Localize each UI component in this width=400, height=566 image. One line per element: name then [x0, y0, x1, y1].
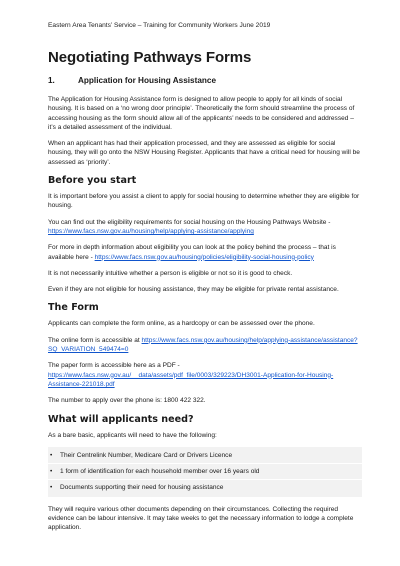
- paper-form-pdf-link[interactable]: https://www.facs.nsw.gov.au/__data/assets/pdf_file/0003/329223/DH3001-Application-for-Housing-Assistance-221018.pdf: [48, 371, 334, 388]
- list-item: [48, 466, 362, 477]
- before-paragraph-4: It is not necessarily intuitive whether a person is eligible or not so it is good to check.: [48, 269, 293, 277]
- list-divider: [48, 463, 362, 464]
- list-item: [48, 482, 362, 493]
- form-paragraph-3: [48, 361, 362, 389]
- running-header: Eastern Area Tenants’ Service – Training for Community Workers June 2019: [48, 22, 271, 29]
- before-paragraph-2-text: You can find out the eligibility requirements for social housing on the Housing Pathways Website -: [48, 218, 331, 226]
- section-number: 1.: [48, 76, 55, 85]
- page-title: Negotiating Pathways Forms: [48, 49, 252, 66]
- before-paragraph-3: [48, 243, 362, 262]
- eligibility-policy-link[interactable]: https://www.facs.nsw.gov.au/housing/policies/eligibility-social-housing-policy: [94, 253, 314, 261]
- section-heading: [48, 76, 362, 85]
- list-item-text: 1 form of identification for each household member over 16 years old: [60, 468, 260, 476]
- list-item-text: Their Centrelink Number, Medicare Card or Drivers Licence: [60, 451, 233, 459]
- form-paragraph-2: [48, 336, 362, 355]
- intro-paragraph-2: When an applicant has had their application processed, and they are assessed as eligible for social housing, they will go onto the NSW Housing Register. Applicants that have a critical need for housing will be assessed as ‘priority’.: [48, 140, 360, 166]
- before-paragraph-3-text: For more in depth information about eligibility you can look at the policy behind the process – that is available here -: [48, 244, 336, 261]
- intro-paragraph-1: The Application for Housing Assistance form is designed to allow people to apply for all kinds of social housing. It is based on a ‘no wrong door principle’. Theoretically the form should streamline the process of accessing housing as the form should allow all of the applicants’ needs to be considered and addressed – it’s a detailed assessment of the individual.: [48, 96, 355, 131]
- bullet-icon: •: [50, 468, 53, 476]
- form-paragraph-1: Applicants can complete the form online, as a hardcopy or can be assessed over the phone.: [48, 320, 315, 328]
- bullet-icon: •: [50, 451, 53, 459]
- before-you-start-heading: Before you start: [48, 175, 137, 187]
- before-paragraph-5: Even if they are not eligible for housing assistance, they may be eligible for private rental assistance.: [48, 286, 339, 294]
- section-title: Application for Housing Assistance: [78, 76, 216, 85]
- applicants-need-heading: What will applicants need?: [48, 413, 194, 425]
- before-paragraph-2: [48, 218, 362, 237]
- housing-pathways-link[interactable]: https://www.facs.nsw.gov.au/housing/help/applying-assistance/applying: [48, 227, 254, 235]
- requirements-list: [48, 447, 362, 497]
- list-item-text: Documents supporting their need for housing assistance: [60, 484, 224, 492]
- needs-paragraph-1: As a bare basic, applicants will need to have the following:: [48, 431, 217, 439]
- form-paragraph-4: The number to apply over the phone is: 1800 422 322.: [48, 397, 206, 405]
- bullet-icon: •: [50, 484, 53, 492]
- list-item: [48, 450, 362, 461]
- needs-paragraph-2: They will require various other documents depending on their circumstances. Collecting the required evidence can be labour intensive. It may take weeks to get the necessary information to lodge a complete application.: [48, 505, 354, 532]
- the-form-heading: The Form: [48, 302, 99, 314]
- list-divider: [48, 479, 362, 480]
- form-paragraph-2-text: The online form is accessible at: [48, 336, 142, 344]
- before-paragraph-1: It is important before you assist a client to apply for social housing to determine whether they are eligible for housing.: [48, 193, 360, 210]
- online-form-link[interactable]: https://www.facs.nsw.gov.au/housing/help/applying-assistance/assistance?SQ_VARIATION_549474=0: [48, 336, 358, 354]
- form-paragraph-3-text: The paper form is accessible here as a PDF -: [48, 362, 180, 370]
